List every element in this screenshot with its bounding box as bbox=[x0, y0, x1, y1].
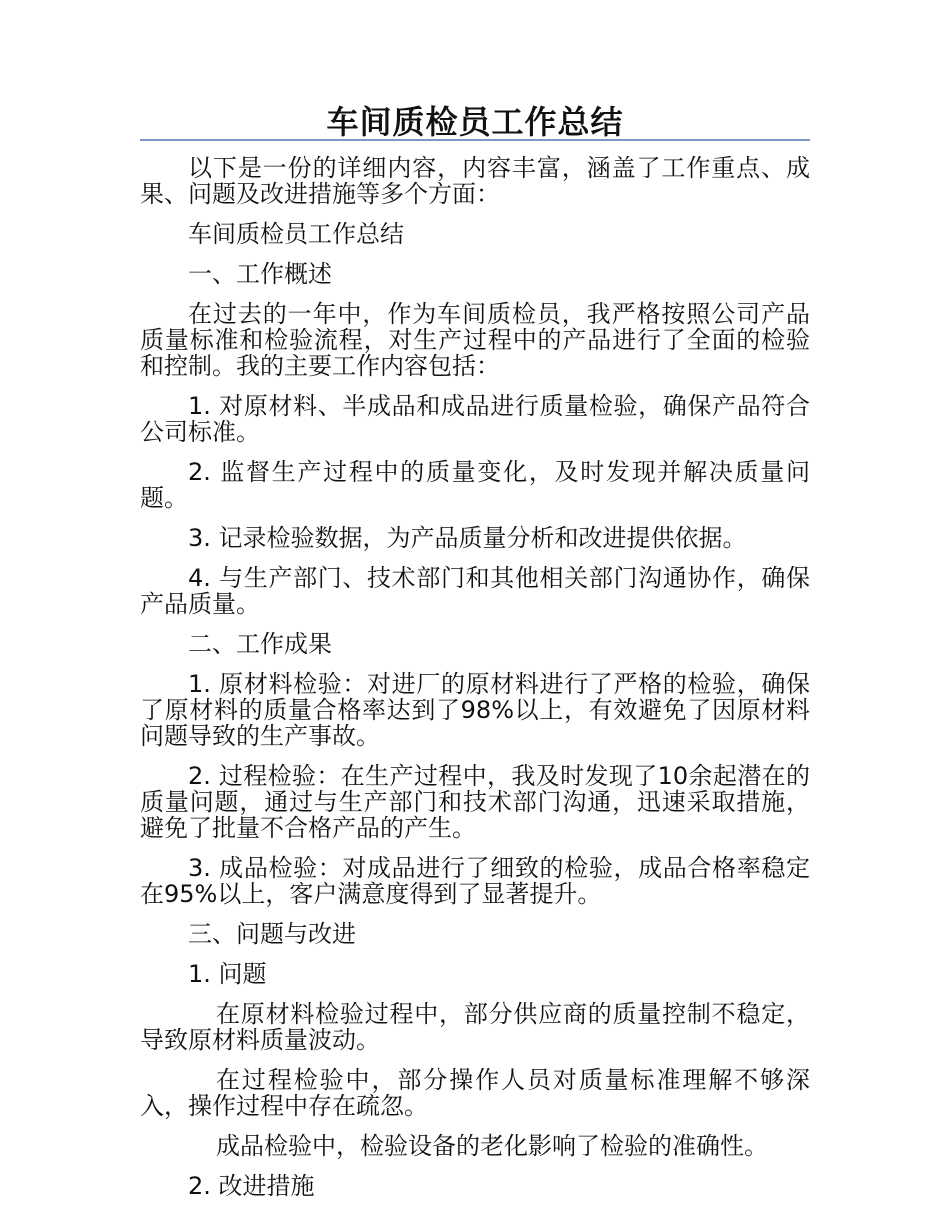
section-heading-issues: 三、问题与改进 bbox=[188, 920, 356, 948]
problem-paragraph: 在过程检验中，部分操作人员对质量标准理解不够深入，操作过程中存在疏忽。 bbox=[140, 1066, 810, 1120]
list-item: 3. 记录检验数据，为产品质量分析和改进提供依据。 bbox=[188, 524, 747, 552]
list-item: 4. 与生产部门、技术部门和其他相关部门沟通协作，确保产品质量。 bbox=[140, 564, 810, 618]
title-underline bbox=[140, 139, 810, 141]
overview-paragraph: 在过去的一年中，作为车间质检员，我严格按照公司产品质量标准和检验流程，对生产过程中的产品进行了全面的检验和控制。我的主要工作内容包括： bbox=[140, 300, 810, 380]
list-item: 2. 监督生产过程中的质量变化，及时发现并解决质量问题。 bbox=[140, 458, 810, 512]
problem-paragraph: 成品检验中，检验设备的老化影响了检验的准确性。 bbox=[216, 1132, 768, 1160]
subtitle-paragraph: 车间质检员工作总结 bbox=[188, 220, 404, 248]
problem-paragraph: 在原材料检验过程中，部分供应商的质量控制不稳定，导致原材料质量波动。 bbox=[140, 1000, 810, 1054]
document-title: 车间质检员工作总结 bbox=[326, 103, 624, 141]
document-body bbox=[140, 155, 810, 1213]
list-item: 1. 原材料检验：对进厂的原材料进行了严格的检验，确保了原材料的质量合格率达到了98%以上，有效避免了因原材料问题导致的生产事故。 bbox=[140, 670, 810, 750]
intro-paragraph: 以下是一份的详细内容，内容丰富，涵盖了工作重点、成果、问题及改进措施等多个方面： bbox=[140, 154, 810, 208]
subheading-improvements: 2. 改进措施 bbox=[188, 1172, 315, 1200]
subheading-problems: 1. 问题 bbox=[188, 960, 267, 988]
section-heading-results: 二、工作成果 bbox=[188, 630, 332, 658]
list-item: 3. 成品检验：对成品进行了细致的检验，成品合格率稳定在95%以上，客户满意度得到了显著提升。 bbox=[140, 854, 810, 908]
list-item: 2. 过程检验：在生产过程中，我及时发现了10余起潜在的质量问题，通过与生产部门和技术部门沟通，迅速采取措施，避免了批量不合格产品的产生。 bbox=[140, 762, 810, 842]
list-item: 1. 对原材料、半成品和成品进行质量检验，确保产品符合公司标准。 bbox=[140, 392, 810, 446]
section-heading-overview: 一、工作概述 bbox=[188, 260, 332, 288]
